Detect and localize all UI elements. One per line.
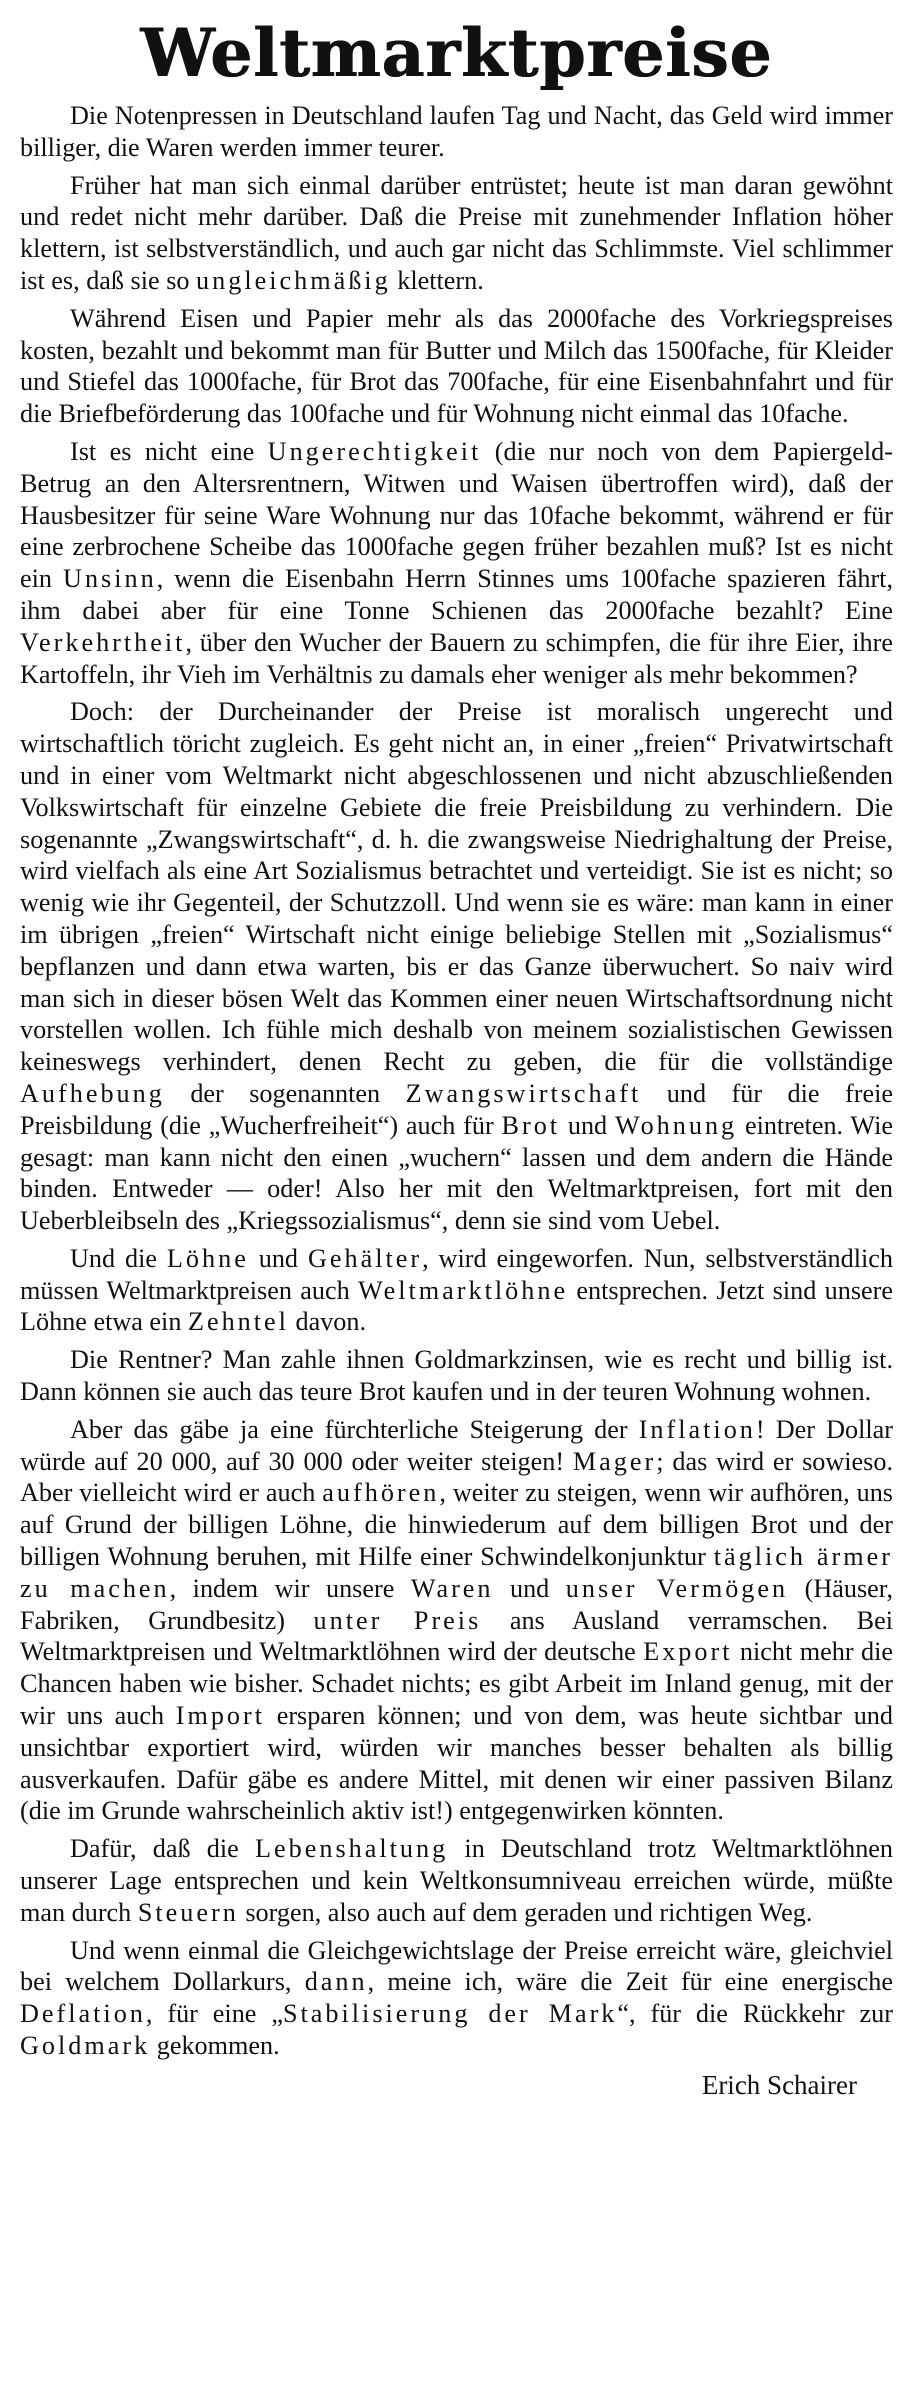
article-paragraph [20,1243,893,1338]
spaced-emphasis: Aufhebung [20,1078,165,1108]
spaced-emphasis: Verkehrtheit [20,627,186,657]
spaced-emphasis: dann [304,1967,368,1997]
text-run: gekommen. [150,2031,280,2061]
text-run: eintreten. Wie gesagt: man kann nicht den einen „wuchern“ lassen und dem andern die Hände binden. Entweder — oder! Also her mit den Weltmarktpreisen, fort mit den Ueberbleibseln des „Kriegssozialismus“, denn sie sind vom Uebel. [20,1110,893,1236]
spaced-emphasis: Löhne [166,1243,249,1273]
article-paragraph [20,1344,893,1408]
spaced-emphasis: Lebenshaltung [255,1834,449,1864]
text-run: Die Notenpressen in Deutschland laufen Tag und Nacht, das Geld wird immer billiger, die Waren werden immer teurer. [20,101,893,162]
spaced-emphasis: Import [175,1701,266,1731]
text-run: ; das wird er sowieso. Aber vielleicht wird er auch [20,1446,893,1508]
text-run: Früher hat man sich einmal darüber entrüstet; heute ist man daran gewöhnt und redet nicht mehr darüber. Daß die Preise mit zunehmender Inflation höher klettern, ist selbstverständlich, und auch gar nicht das Schlimmste. Viel schlimmer ist es, daß sie so [20,170,893,295]
text-run: ans Ausland verramschen. Bei Weltmarktpreisen und Weltmarktlöhnen wird der deutsche [20,1605,893,1667]
spaced-emphasis: Zehntel [187,1307,289,1337]
text-run: , weiter zu steigen, wenn wir aufhören, uns auf Grund der billigen Löhne, die hinwiederum auf dem billigen Brot und der billigen Wohnung beruhen, mit Hilfe einer Schwindelkonjunktur [20,1478,893,1572]
spaced-emphasis: Unsinn [63,564,157,594]
spaced-emphasis: Zwangswirtschaft [405,1078,642,1108]
text-run: Während Eisen und Papier mehr als das 2000fache des Vorkriegspreises kosten, bezahlt und bekommt man für Butter und Milch das 1500fache, für Kleider und Stiefel das 1000fache, für Brot das 700fache, für eine Eisenbahnfahrt und für die Briefbeförderung das 100fache und für Wohnung nicht einmal das 10fache. [20,303,893,429]
text-run: Doch: der Durcheinander der Preise ist moralisch ungerecht und wirtschaftlich töricht zugleich. Es geht nicht an, in einer „freien“ Privatwirtschaft und in einer vom Weltmarkt nicht abgeschlossenen und nicht abzuschließenden Volkswirtschaft für einzelne Gebiete die freie Preisbildung zu verhindern. Die sogenannte „Zwangswirtschaft“, d. h. die zwangsweise Niedrighaltung der Preise, wird vielfach als eine Art Sozialismus betrachtet und verteidigt. Sie ist es nicht; so wenig wie ihr Gegenteil, der Schutzzoll. Und wenn sie es wäre: man kann in einer im übrigen „freien“ Wirtschaft nicht einige beliebige Stellen mit „Sozialismus“ bepflanzen und dann etwa warten, bis er das Ganze überwuchert. So naiv wird man sich in dieser bösen Welt das Kommen einer neuen Wirtschaftsordnung nicht vorstellen wollen. Ich fühle mich deshalb von meinem sozialistischen Gewissen keineswegs verhindert, denen Recht zu geben, die für die vollständige [20,697,893,1077]
article-title: Weltmarktpreise [140,14,773,92]
text-run: , über den Wucher der Bauern zu schimpfen, die für ihre Eier, ihre Kartoffeln, ihr Vieh im Verhältnis zu damals eher weniger als mehr bekommen? [20,627,893,689]
article-paragraph [20,170,893,297]
article-paragraph [20,303,893,430]
text-run: (die nur noch von dem Papiergeld-Betrug an den Altersrentnern, Witwen und Waisen übertroffen wird), daß der Hausbesitzer für seine Ware Wohnung nur das 10fache bekommt, während er für eine zerbrochene Scheibe das 1000fache gegen früher bezahlen muß? Ist es nicht ein [20,436,893,594]
text-run: Ist es nicht eine [70,436,268,466]
spaced-emphasis: unser Vermögen [565,1573,789,1603]
spaced-emphasis: Goldmark [20,2031,151,2061]
spaced-emphasis: Wohnung [614,1110,738,1140]
text-run: ! Der Dollar würde auf 20 000, auf 30 000 oder weiter steigen! [20,1414,893,1476]
text-run: , für eine „ [145,1999,283,2029]
spaced-emphasis: Mager [572,1446,657,1476]
spaced-emphasis: täglich ärmer zu machen [20,1542,893,1603]
spaced-emphasis: Export [643,1637,733,1667]
article-paragraph [20,1935,893,2062]
text-run: , meine ich, wäre die Zeit für eine energische [367,1967,893,1997]
text-run: sorgen, also auch auf dem geraden und richtigen Weg. [238,1897,813,1927]
spaced-emphasis: Gehälter [307,1243,423,1273]
article-paragraph [20,100,893,164]
text-run: Und wenn einmal die Gleichgewichtslage der Preise erreicht wäre, gleichviel bei welchem Dollarkurs, [20,1935,893,1997]
spaced-emphasis: Brot [501,1110,561,1140]
article-paragraph [20,1414,893,1827]
text-run: klettern. [390,265,484,295]
text-run: entsprechen. Jetzt sind unsere Löhne etwa ein [20,1275,893,1337]
text-run: und [560,1110,615,1140]
text-run: und [493,1573,566,1603]
spaced-emphasis: Waren [410,1573,494,1603]
text-run: “, für die Rückkehr zur [617,1999,893,2029]
spaced-emphasis: Inflation [638,1414,756,1444]
spaced-emphasis: unter Preis [313,1605,482,1635]
text-run: ersparen können; und von dem, was heute sichtbar und unsichtbar exportiert wird, würden wir manches besser behalten als billig ausverkaufen. Dafür gäbe es andere Mittel, mit denen wir einer passiven Bilanz (die im Grunde wahrscheinlich aktiv ist!) entgegenwirken könnten. [20,1701,893,1826]
article-body [20,100,893,2062]
text-run: nicht mehr die Chancen haben wie bisher. Schadet nichts; es gibt Arbeit im Inland genug, mit der wir uns auch [20,1637,893,1731]
text-run: Und die [70,1243,167,1273]
text-run: Aber das gäbe ja eine fürchterliche Steigerung der [70,1414,639,1444]
text-run: , wird eingeworfen. Nun, selbstverständlich müssen Weltmarktpreisen auch [20,1243,893,1305]
text-run: , wenn die Eisenbahn Herrn Stinnes ums 100fache spazieren fährt, ihm dabei aber für eine Tonne Schienen das 2000fache bezahlt? Eine [20,564,893,625]
text-run: der sogenannten [164,1078,406,1108]
text-run: und [248,1243,308,1273]
article-paragraph [20,696,893,1237]
text-run: in Deutschland trotz Weltmarktlöhnen unserer Lage entsprechen und kein Weltkonsumniveau erreichen würde, müßte man durch [20,1834,894,1927]
article-paragraph [20,436,893,690]
article-paragraph [20,1833,893,1928]
text-run: davon. [288,1307,367,1337]
spaced-emphasis: Weltmarktlöhne [358,1275,569,1305]
spaced-emphasis: Stabilisierung der Mark [282,1999,618,2029]
text-run: Die Rentner? Man zahle ihnen Goldmarkzinsen, wie es recht und billig ist. Dann können sie auch das teure Brot kaufen und in der teuren Wohnung wohnen. [20,1345,893,1407]
text-run: , indem wir unsere [169,1573,411,1603]
text-run: (Häuser, Fabriken, Grundbesitz) [20,1573,893,1635]
text-run: und für die freie Preisbildung (die „Wucherfreiheit“) auch für [20,1078,893,1140]
spaced-emphasis: Deflation [20,1999,146,2029]
spaced-emphasis: Ungerechtigkeit [267,436,482,466]
spaced-emphasis: ungleichmäßig [196,265,391,295]
author-signature: Erich Schairer [701,2069,857,2100]
spaced-emphasis: Steuern [137,1897,239,1927]
spaced-emphasis: aufhören [322,1478,440,1508]
text-run: Dafür, daß die [70,1834,256,1864]
